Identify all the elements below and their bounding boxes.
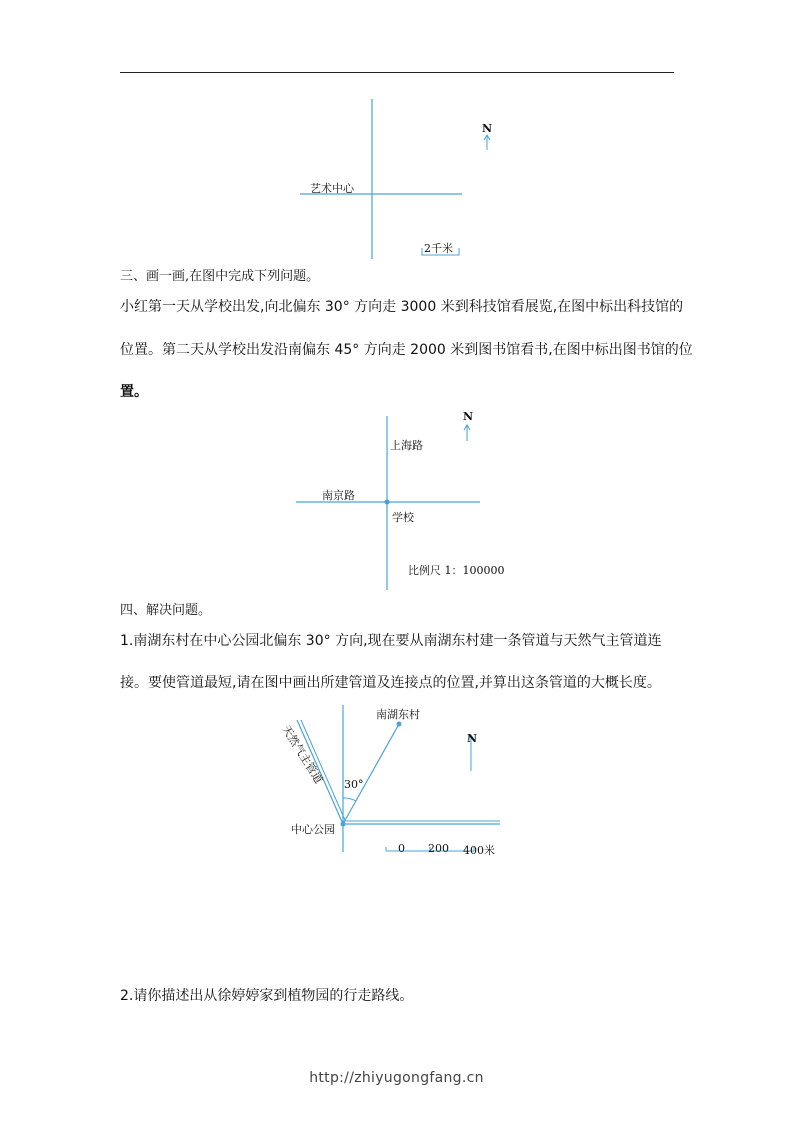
section3-line-2: 位置。第二天从学校出发沿南偏东 45° 方向走 2000 米到图书馆看书,在图中标出图书馆的位 xyxy=(120,342,693,358)
label-nanjing-road: 南京路 xyxy=(322,489,355,502)
label-shanghai-road: 上海路 xyxy=(390,439,423,452)
north-label: N xyxy=(482,122,493,135)
q1-line-1: 1.南湖东村在中心公园北偏东 30° 方向,现在要从南湖东村建一条管道与天然气主管道连 xyxy=(120,633,662,649)
scale-tick-label-200: 200 xyxy=(428,842,449,855)
header-rule xyxy=(120,72,674,73)
section3-line-1: 小红第一天从学校出发,向北偏东 30° 方向走 3000 米到科技馆看展览,在图中标出科技馆的 xyxy=(120,299,684,315)
label-park: 中心公园 xyxy=(291,823,335,836)
north-label-2: N xyxy=(463,410,474,423)
angle-arc xyxy=(343,798,356,801)
village-direction-line xyxy=(343,724,399,824)
scale-label: 2千米 xyxy=(424,242,453,255)
label-gas-main-pipe: 天然气主管道 xyxy=(279,723,326,786)
scale-tick-label-400: 400米 xyxy=(463,844,495,857)
section3-heading: 三、画一画,在图中完成下列问题。 xyxy=(120,269,320,284)
north-label-3: N xyxy=(467,732,478,745)
village-point xyxy=(397,722,402,727)
scale-label-2: 比例尺 1：100000 xyxy=(408,564,505,577)
q1-line-2: 接。要使管道最短,请在图中画出所建管道及连接点的位置,并算出这条管道的大概长度。 xyxy=(120,675,661,691)
label-school: 学校 xyxy=(392,511,414,524)
scale-tick-label-0: 0 xyxy=(398,842,405,855)
school-point xyxy=(385,500,390,505)
park-point xyxy=(341,822,346,827)
section3-line-3: 置。 xyxy=(120,384,148,400)
section4-heading: 四、解决问题。 xyxy=(120,603,212,618)
footer-url: http://zhiyugongfang.cn xyxy=(309,1070,484,1086)
label-village: 南湖东村 xyxy=(376,708,420,721)
label-art-center: 艺术中心 xyxy=(310,182,354,195)
q2-text: 2.请你描述出从徐婷婷家到植物园的行走路线。 xyxy=(120,988,414,1004)
label-angle: 30° xyxy=(344,778,364,791)
